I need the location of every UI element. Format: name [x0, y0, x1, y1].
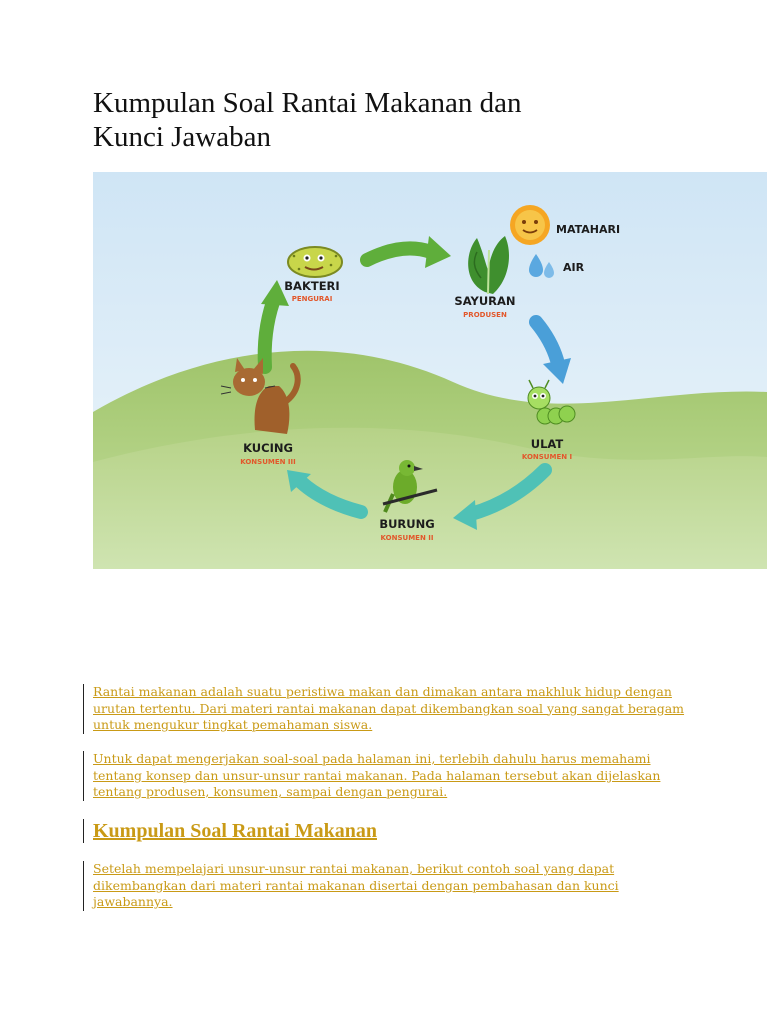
food-chain-diagram	[93, 172, 767, 569]
closing-line-3[interactable]: jawabannya.	[93, 894, 173, 909]
section-heading-block[interactable]	[83, 819, 377, 843]
node-role-ulat: KONSUMEN I	[521, 453, 573, 461]
node-label-ulat: ULAT	[530, 437, 564, 451]
page-title	[93, 86, 713, 154]
node-label-burung: BURUNG	[379, 517, 435, 531]
node-role-sayuran: PRODUSEN	[463, 311, 507, 319]
node-label-bakteri: BAKTERI	[284, 279, 340, 293]
page-title-line-2: Kunci Jawaban	[93, 121, 271, 153]
closing-line-2[interactable]: dikembangkan dari materi rantai makanan disertai dengan pembahasan dan kunci	[93, 877, 619, 893]
concept-line-2[interactable]: tentang konsep dan unsur-unsur rantai makanan. Pada halaman tersebut akan dijelaskan	[93, 767, 661, 783]
concept-paragraph[interactable]	[83, 751, 660, 801]
node-role-kucing: KONSUMEN III	[240, 458, 296, 466]
input-label-matahari: MATAHARI	[556, 223, 621, 236]
intro-paragraph[interactable]	[83, 684, 684, 734]
bacteria-icon	[288, 247, 342, 277]
input-label-air: AIR	[563, 261, 585, 274]
intro-line-2[interactable]: urutan tertentu. Dari materi rantai makanan dapat dikembangkan soal yang sangat beragam	[93, 700, 685, 716]
closing-line-1[interactable]: Setelah mempelajari unsur-unsur rantai makanan, berikut contoh soal yang dapat	[93, 861, 615, 876]
page-title-line-1: Kumpulan Soal Rantai Makanan dan	[93, 87, 522, 119]
node-label-sayuran: SAYURAN	[454, 294, 516, 308]
intro-line-1[interactable]: Rantai makanan adalah suatu peristiwa makan dan dimakan antara makhluk hidup dengan	[93, 684, 672, 699]
concept-line-3[interactable]: tentang produsen, konsumen, sampai dengan pengurai.	[93, 784, 448, 799]
intro-line-3[interactable]: untuk mengukur tingkat pemahaman siswa.	[93, 717, 373, 732]
closing-paragraph[interactable]	[83, 861, 619, 911]
node-role-burung: KONSUMEN II	[380, 534, 434, 542]
concept-line-1[interactable]: Untuk dapat mengerjakan soal-soal pada halaman ini, terlebih dahulu harus memahami	[93, 751, 651, 766]
node-role-bakteri: PENGURAI	[291, 295, 333, 303]
sun-icon	[510, 205, 550, 245]
node-label-kucing: KUCING	[243, 441, 293, 455]
food-chain-illustration	[93, 172, 767, 569]
section-heading[interactable]: Kumpulan Soal Rantai Makanan	[93, 820, 377, 842]
